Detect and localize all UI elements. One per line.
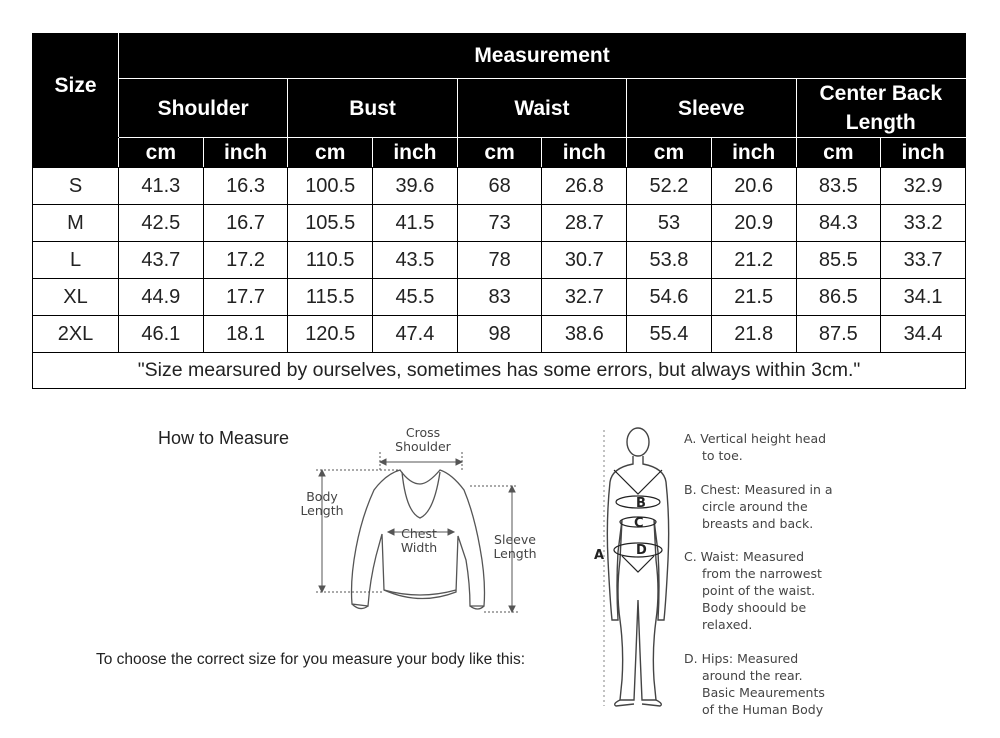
column-header-waist: Waist bbox=[457, 79, 626, 138]
value-cell: 26.8 bbox=[542, 168, 627, 205]
cross-shoulder-label-line: Cross bbox=[405, 425, 441, 440]
unit-inch: inch bbox=[711, 138, 796, 168]
value-cell: 41.3 bbox=[119, 168, 204, 205]
value-cell: 30.7 bbox=[542, 242, 627, 279]
body-length-label-line: Length bbox=[300, 503, 344, 518]
value-cell: 52.2 bbox=[627, 168, 712, 205]
note-line: B. Chest: Measured in a bbox=[684, 482, 833, 497]
body-letter-d: D bbox=[636, 543, 647, 558]
chest-width-label bbox=[392, 527, 446, 555]
value-cell: 85.5 bbox=[796, 242, 881, 279]
measurement-header: Measurement bbox=[119, 34, 966, 79]
value-cell: 32.9 bbox=[881, 168, 966, 205]
note-line: relaxed. bbox=[702, 617, 753, 632]
note-line: Basic Meaurements bbox=[702, 685, 825, 700]
size-header: Size bbox=[33, 34, 119, 138]
note-line: to toe. bbox=[702, 448, 743, 463]
column-header-shoulder: Shoulder bbox=[119, 79, 288, 138]
unit-cm: cm bbox=[119, 138, 204, 168]
value-cell: 33.7 bbox=[881, 242, 966, 279]
note-line: around the rear. bbox=[702, 668, 803, 683]
size-cell: M bbox=[33, 205, 119, 242]
value-cell: 84.3 bbox=[796, 205, 881, 242]
note-height bbox=[684, 430, 826, 464]
value-cell: 28.7 bbox=[542, 205, 627, 242]
value-cell: 34.1 bbox=[881, 279, 966, 316]
note-line: of the Human Body bbox=[702, 702, 824, 717]
body-letter-c: C bbox=[634, 516, 644, 531]
chest-width-label-line: Width bbox=[400, 540, 438, 555]
value-cell: 46.1 bbox=[119, 316, 204, 353]
value-cell: 16.7 bbox=[203, 205, 288, 242]
human-body-icon bbox=[607, 428, 668, 706]
sleeve-length-label bbox=[487, 533, 543, 561]
value-cell: 17.2 bbox=[203, 242, 288, 279]
note-line: circle around the bbox=[702, 499, 808, 514]
note-line: D. Hips: Measured bbox=[684, 651, 799, 666]
unit-cm: cm bbox=[796, 138, 881, 168]
value-cell: 44.9 bbox=[119, 279, 204, 316]
value-cell: 21.2 bbox=[711, 242, 796, 279]
value-cell: 86.5 bbox=[796, 279, 881, 316]
value-cell: 21.8 bbox=[711, 316, 796, 353]
value-cell: 33.2 bbox=[881, 205, 966, 242]
body-length-label-line: Body bbox=[306, 489, 338, 504]
column-header-center-back-length: Center Back Length bbox=[796, 79, 966, 138]
value-cell: 53.8 bbox=[627, 242, 712, 279]
value-cell: 43.7 bbox=[119, 242, 204, 279]
value-cell: 43.5 bbox=[373, 242, 458, 279]
value-cell: 83.5 bbox=[796, 168, 881, 205]
value-cell: 98 bbox=[457, 316, 542, 353]
size-cell: L bbox=[33, 242, 119, 279]
value-cell: 16.3 bbox=[203, 168, 288, 205]
value-cell: 100.5 bbox=[288, 168, 373, 205]
value-cell: 41.5 bbox=[373, 205, 458, 242]
value-cell: 47.4 bbox=[373, 316, 458, 353]
value-cell: 73 bbox=[457, 205, 542, 242]
size-note: "Size mearsured by ourselves, sometimes has some errors, but always within 3cm." bbox=[33, 353, 966, 389]
value-cell: 18.1 bbox=[203, 316, 288, 353]
note-line: from the narrowest bbox=[702, 566, 822, 581]
unit-inch: inch bbox=[203, 138, 288, 168]
value-cell: 68 bbox=[457, 168, 542, 205]
unit-cm: cm bbox=[457, 138, 542, 168]
value-cell: 78 bbox=[457, 242, 542, 279]
size-cell: S bbox=[33, 168, 119, 205]
unit-cm: cm bbox=[288, 138, 373, 168]
unit-inch: inch bbox=[542, 138, 627, 168]
value-cell: 54.6 bbox=[627, 279, 712, 316]
value-cell: 20.9 bbox=[711, 205, 796, 242]
value-cell: 110.5 bbox=[288, 242, 373, 279]
value-cell: 83 bbox=[457, 279, 542, 316]
cross-shoulder-label-line: Shoulder bbox=[395, 439, 451, 454]
value-cell: 21.5 bbox=[711, 279, 796, 316]
value-cell: 32.7 bbox=[542, 279, 627, 316]
value-cell: 17.7 bbox=[203, 279, 288, 316]
body-letter-b: B bbox=[636, 496, 646, 511]
size-cell: 2XL bbox=[33, 316, 119, 353]
value-cell: 39.6 bbox=[373, 168, 458, 205]
value-cell: 45.5 bbox=[373, 279, 458, 316]
unit-inch: inch bbox=[881, 138, 966, 168]
unit-cm: cm bbox=[627, 138, 712, 168]
value-cell: 20.6 bbox=[711, 168, 796, 205]
column-header-sleeve: Sleeve bbox=[627, 79, 796, 138]
chest-width-label-line: Chest bbox=[401, 526, 437, 541]
note-waist bbox=[684, 548, 822, 633]
size-cell: XL bbox=[33, 279, 119, 316]
value-cell: 105.5 bbox=[288, 205, 373, 242]
value-cell: 38.6 bbox=[542, 316, 627, 353]
note-line: breasts and back. bbox=[702, 516, 814, 531]
choose-size-instruction: To choose the correct size for you measure your body like this: bbox=[96, 651, 526, 668]
note-chest bbox=[684, 481, 833, 532]
note-line: A. Vertical height head bbox=[684, 431, 827, 446]
note-hips bbox=[684, 650, 825, 718]
value-cell: 34.4 bbox=[881, 316, 966, 353]
column-header-bust: Bust bbox=[288, 79, 457, 138]
how-to-measure-title: How to Measure bbox=[158, 428, 290, 448]
value-cell: 55.4 bbox=[627, 316, 712, 353]
note-line: point of the waist. bbox=[702, 583, 816, 598]
note-line: Body shoould be bbox=[702, 600, 807, 615]
value-cell: 42.5 bbox=[119, 205, 204, 242]
cross-shoulder-label bbox=[383, 426, 463, 454]
sleeve-length-label-line: Sleeve bbox=[494, 532, 536, 547]
unit-inch: inch bbox=[373, 138, 458, 168]
sleeve-length-label-line: Length bbox=[493, 546, 537, 561]
value-cell: 87.5 bbox=[796, 316, 881, 353]
value-cell: 120.5 bbox=[288, 316, 373, 353]
body-letter-a: A bbox=[594, 548, 605, 563]
note-line: C. Waist: Measured bbox=[684, 549, 805, 564]
body-length-label bbox=[298, 490, 346, 518]
value-cell: 115.5 bbox=[288, 279, 373, 316]
value-cell: 53 bbox=[627, 205, 712, 242]
